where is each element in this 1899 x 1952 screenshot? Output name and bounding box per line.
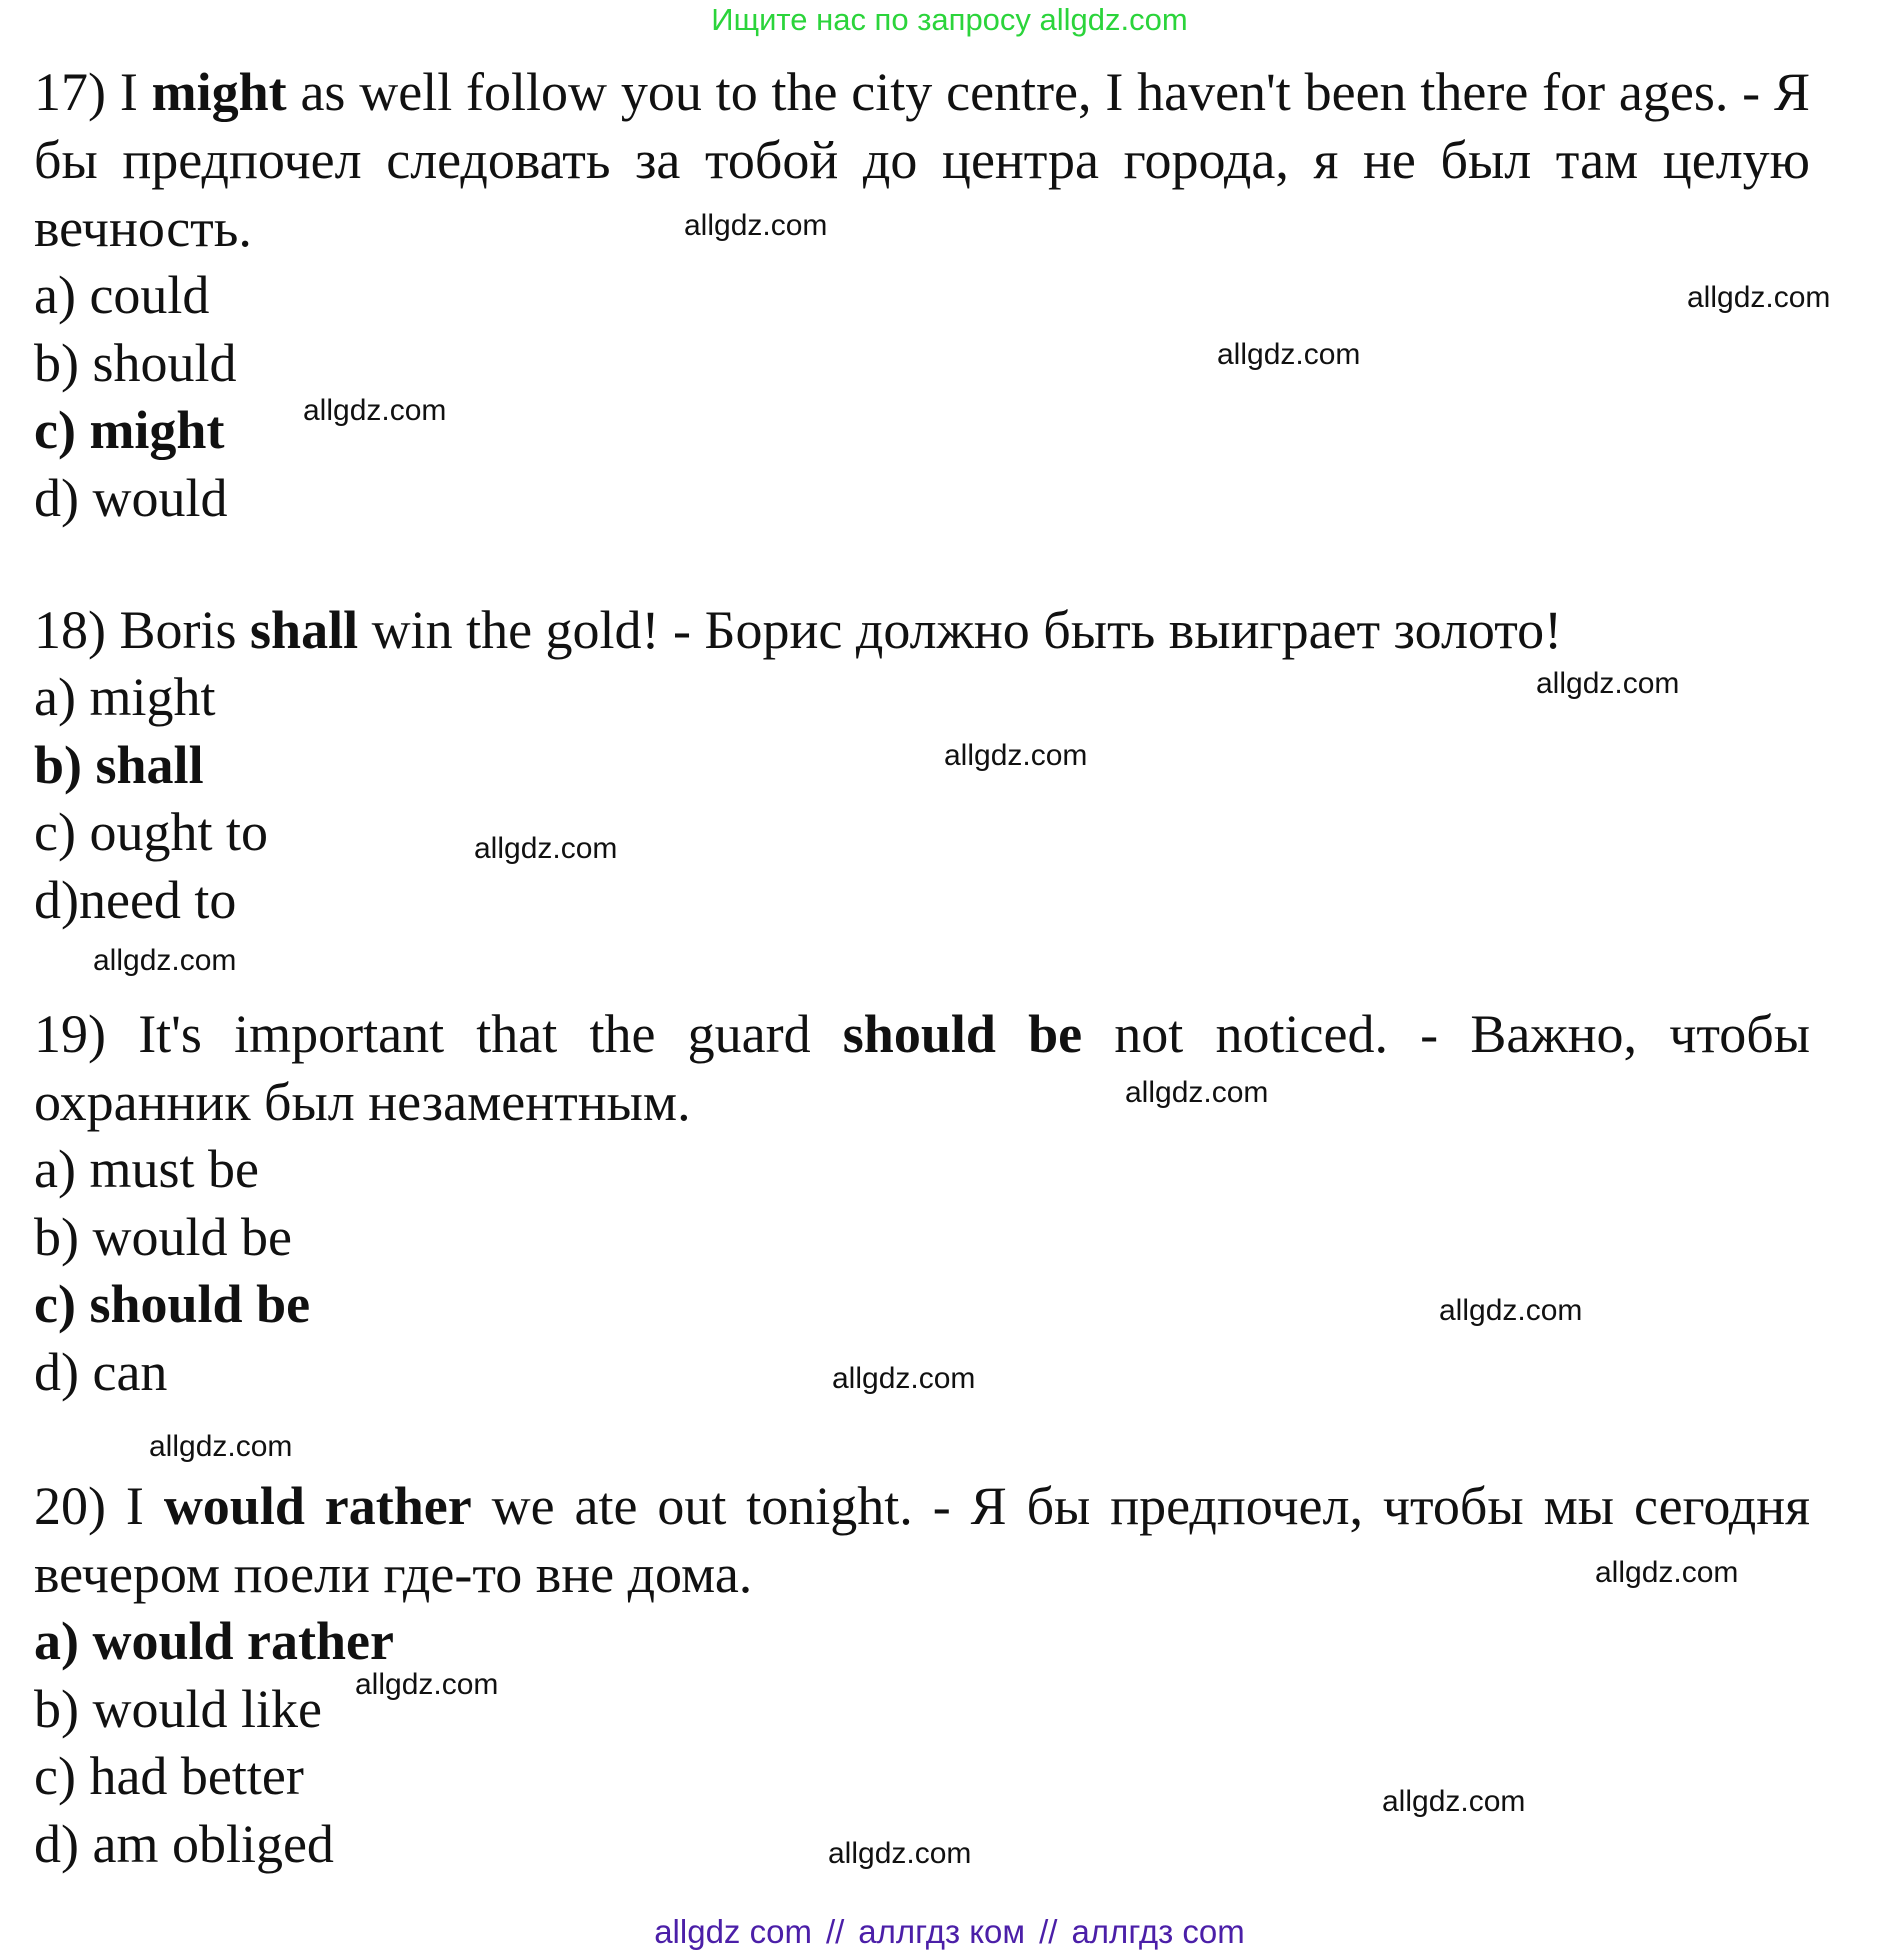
- question-text: [34, 1000, 1810, 1136]
- watermark: allgdz.com: [1382, 1785, 1526, 1818]
- question-number: 17): [34, 62, 106, 122]
- watermark: allgdz.com: [1687, 281, 1831, 314]
- question-19: [34, 1000, 1810, 1406]
- search-banner: Ищите нас по запросу allgdz.com: [711, 2, 1188, 37]
- option-d: d) would: [34, 467, 228, 528]
- footer-separator: //: [1039, 1913, 1058, 1950]
- option-b: b) should: [34, 332, 237, 393]
- option-c-correct: c) might: [34, 400, 225, 460]
- question-text: [34, 1472, 1810, 1608]
- option-d: d)need to: [34, 869, 237, 930]
- question-text-rest: as well follow you to the city centre, I haven't been there for ages. - Я бы предпочел следовать за тобой до центра города, я не был там целую вечность.: [34, 62, 1811, 258]
- question-text-start: Boris: [119, 600, 237, 660]
- footer-link-3[interactable]: аллгдз com: [1071, 1913, 1245, 1950]
- watermark: allgdz.com: [1125, 1076, 1269, 1109]
- option-c: c) had better: [34, 1746, 304, 1806]
- watermark: allgdz.com: [1595, 1556, 1739, 1589]
- option-a: a) might: [34, 667, 216, 727]
- question-number: 19): [34, 1004, 106, 1064]
- watermark: allgdz.com: [1536, 667, 1680, 700]
- footer: [0, 1912, 1899, 1952]
- highlighted-answer: should be: [842, 1004, 1083, 1064]
- question-text-start: I: [119, 62, 138, 122]
- watermark: allgdz.com: [944, 739, 1088, 772]
- option-a: a) could: [34, 265, 210, 325]
- option-c-correct: c) should be: [34, 1274, 311, 1334]
- option-b: b) would like: [34, 1678, 322, 1739]
- watermark: allgdz.com: [832, 1362, 976, 1395]
- question-20: [34, 1472, 1810, 1878]
- watermark: allgdz.com: [1217, 338, 1361, 371]
- option-b-correct: b) shall: [34, 734, 204, 795]
- option-d: d) can: [34, 1341, 168, 1402]
- option-c: c) ought to: [34, 802, 268, 862]
- highlighted-answer: might: [151, 62, 287, 122]
- option-a-correct: a) would rather: [34, 1611, 394, 1671]
- question-text-start: It's important that the guard: [138, 1004, 811, 1064]
- watermark: allgdz.com: [474, 832, 618, 865]
- question-number: 20): [34, 1476, 106, 1536]
- question-text-rest: not noticed. - Важно, чтобы охранник был незаментным.: [34, 1004, 1811, 1132]
- watermark: allgdz.com: [93, 944, 237, 977]
- question-text: [34, 596, 1810, 664]
- question-17: [34, 58, 1810, 532]
- option-b: b) would be: [34, 1206, 292, 1267]
- watermark: allgdz.com: [355, 1668, 499, 1701]
- footer-link-2[interactable]: аллгдз ком: [858, 1913, 1026, 1950]
- footer-separator: //: [825, 1913, 845, 1950]
- question-text-start: I: [125, 1476, 144, 1536]
- watermark: allgdz.com: [303, 394, 447, 427]
- watermark: allgdz.com: [1439, 1294, 1583, 1327]
- watermark: allgdz.com: [684, 209, 828, 242]
- option-d: d) am obliged: [34, 1813, 334, 1874]
- question-number: 18): [34, 600, 106, 660]
- question-text-rest: we ate out tonight. - Я бы предпочел, чтобы мы сегодня вечером поели где-то вне дома.: [34, 1476, 1811, 1604]
- question-text: [34, 58, 1810, 262]
- highlighted-answer: shall: [250, 600, 359, 660]
- question-18: [34, 596, 1810, 934]
- watermark: allgdz.com: [828, 1837, 972, 1870]
- highlighted-answer: would rather: [163, 1476, 472, 1536]
- question-text-rest: win the gold! - Борис должно быть выиграет золото!: [371, 600, 1563, 660]
- watermark: allgdz.com: [149, 1430, 293, 1463]
- option-a: a) must be: [34, 1139, 259, 1199]
- footer-link-1[interactable]: allgdz com: [654, 1913, 812, 1950]
